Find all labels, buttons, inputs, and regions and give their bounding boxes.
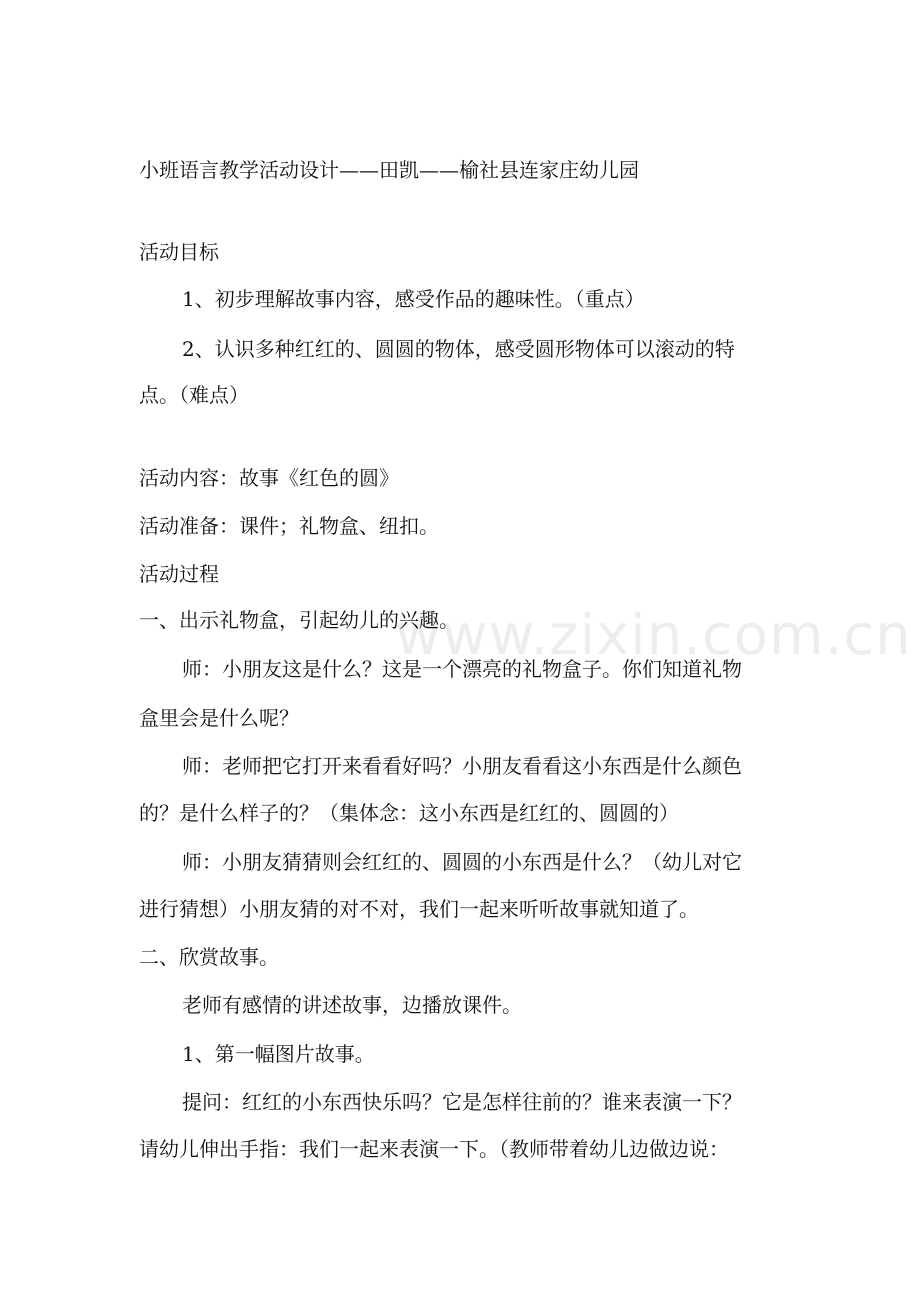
step-2: 二、欣赏故事。 xyxy=(139,945,279,969)
paragraph-6-line-2: 请幼儿伸出手指：我们一起来表演一下。（教师带着幼儿边做边说： xyxy=(139,1137,729,1161)
paragraph-4: 老师有感情的讲述故事，边播放课件。 xyxy=(182,993,522,1017)
goals-heading: 活动目标 xyxy=(139,240,219,264)
paragraph-2-line-1: 师：老师把它打开来看看好吗？小朋友看看这小东西是什么颜色 xyxy=(182,754,742,778)
paragraph-2-line-2: 的？是什么样子的？（集体念：这小东西是红红的、圆圆的） xyxy=(139,801,679,825)
document-title: 小班语言教学活动设计——田凯——榆社县连家庄幼儿园 xyxy=(139,158,639,182)
activity-content: 活动内容：故事《红色的圆》 xyxy=(139,466,399,490)
goal-2-line-2: 点。（难点） xyxy=(139,383,249,407)
paragraph-6-line-1: 提问：红红的小东西快乐吗？它是怎样往前的？谁来表演一下？ xyxy=(182,1090,742,1114)
paragraph-1-line-2: 盒里会是什么呢？ xyxy=(139,706,299,730)
paragraph-5: 1、第一幅图片故事。 xyxy=(182,1042,375,1066)
paragraph-3-line-1: 师：小朋友猜猜则会红红的、圆圆的小东西是什么？（幼儿对它 xyxy=(182,850,742,874)
watermark: www.zixin.com.cn xyxy=(395,603,912,668)
process-heading: 活动过程 xyxy=(139,562,219,586)
step-1: 一、出示礼物盒，引起幼儿的兴趣。 xyxy=(139,608,459,632)
paragraph-1-line-1: 师：小朋友这是什么？这是一个漂亮的礼物盒子。你们知道礼物 xyxy=(182,657,742,681)
paragraph-3-line-2: 进行猜想）小朋友猜的对不对，我们一起来听听故事就知道了。 xyxy=(139,897,699,921)
activity-preparation: 活动准备：课件；礼物盒、纽扣。 xyxy=(139,514,439,538)
goal-2-line-1: 2、认识多种红红的、圆圆的物体，感受圆形物体可以滚动的特 xyxy=(182,337,735,361)
goal-1: 1、初步理解故事内容，感受作品的趣味性。（重点） xyxy=(182,287,645,311)
